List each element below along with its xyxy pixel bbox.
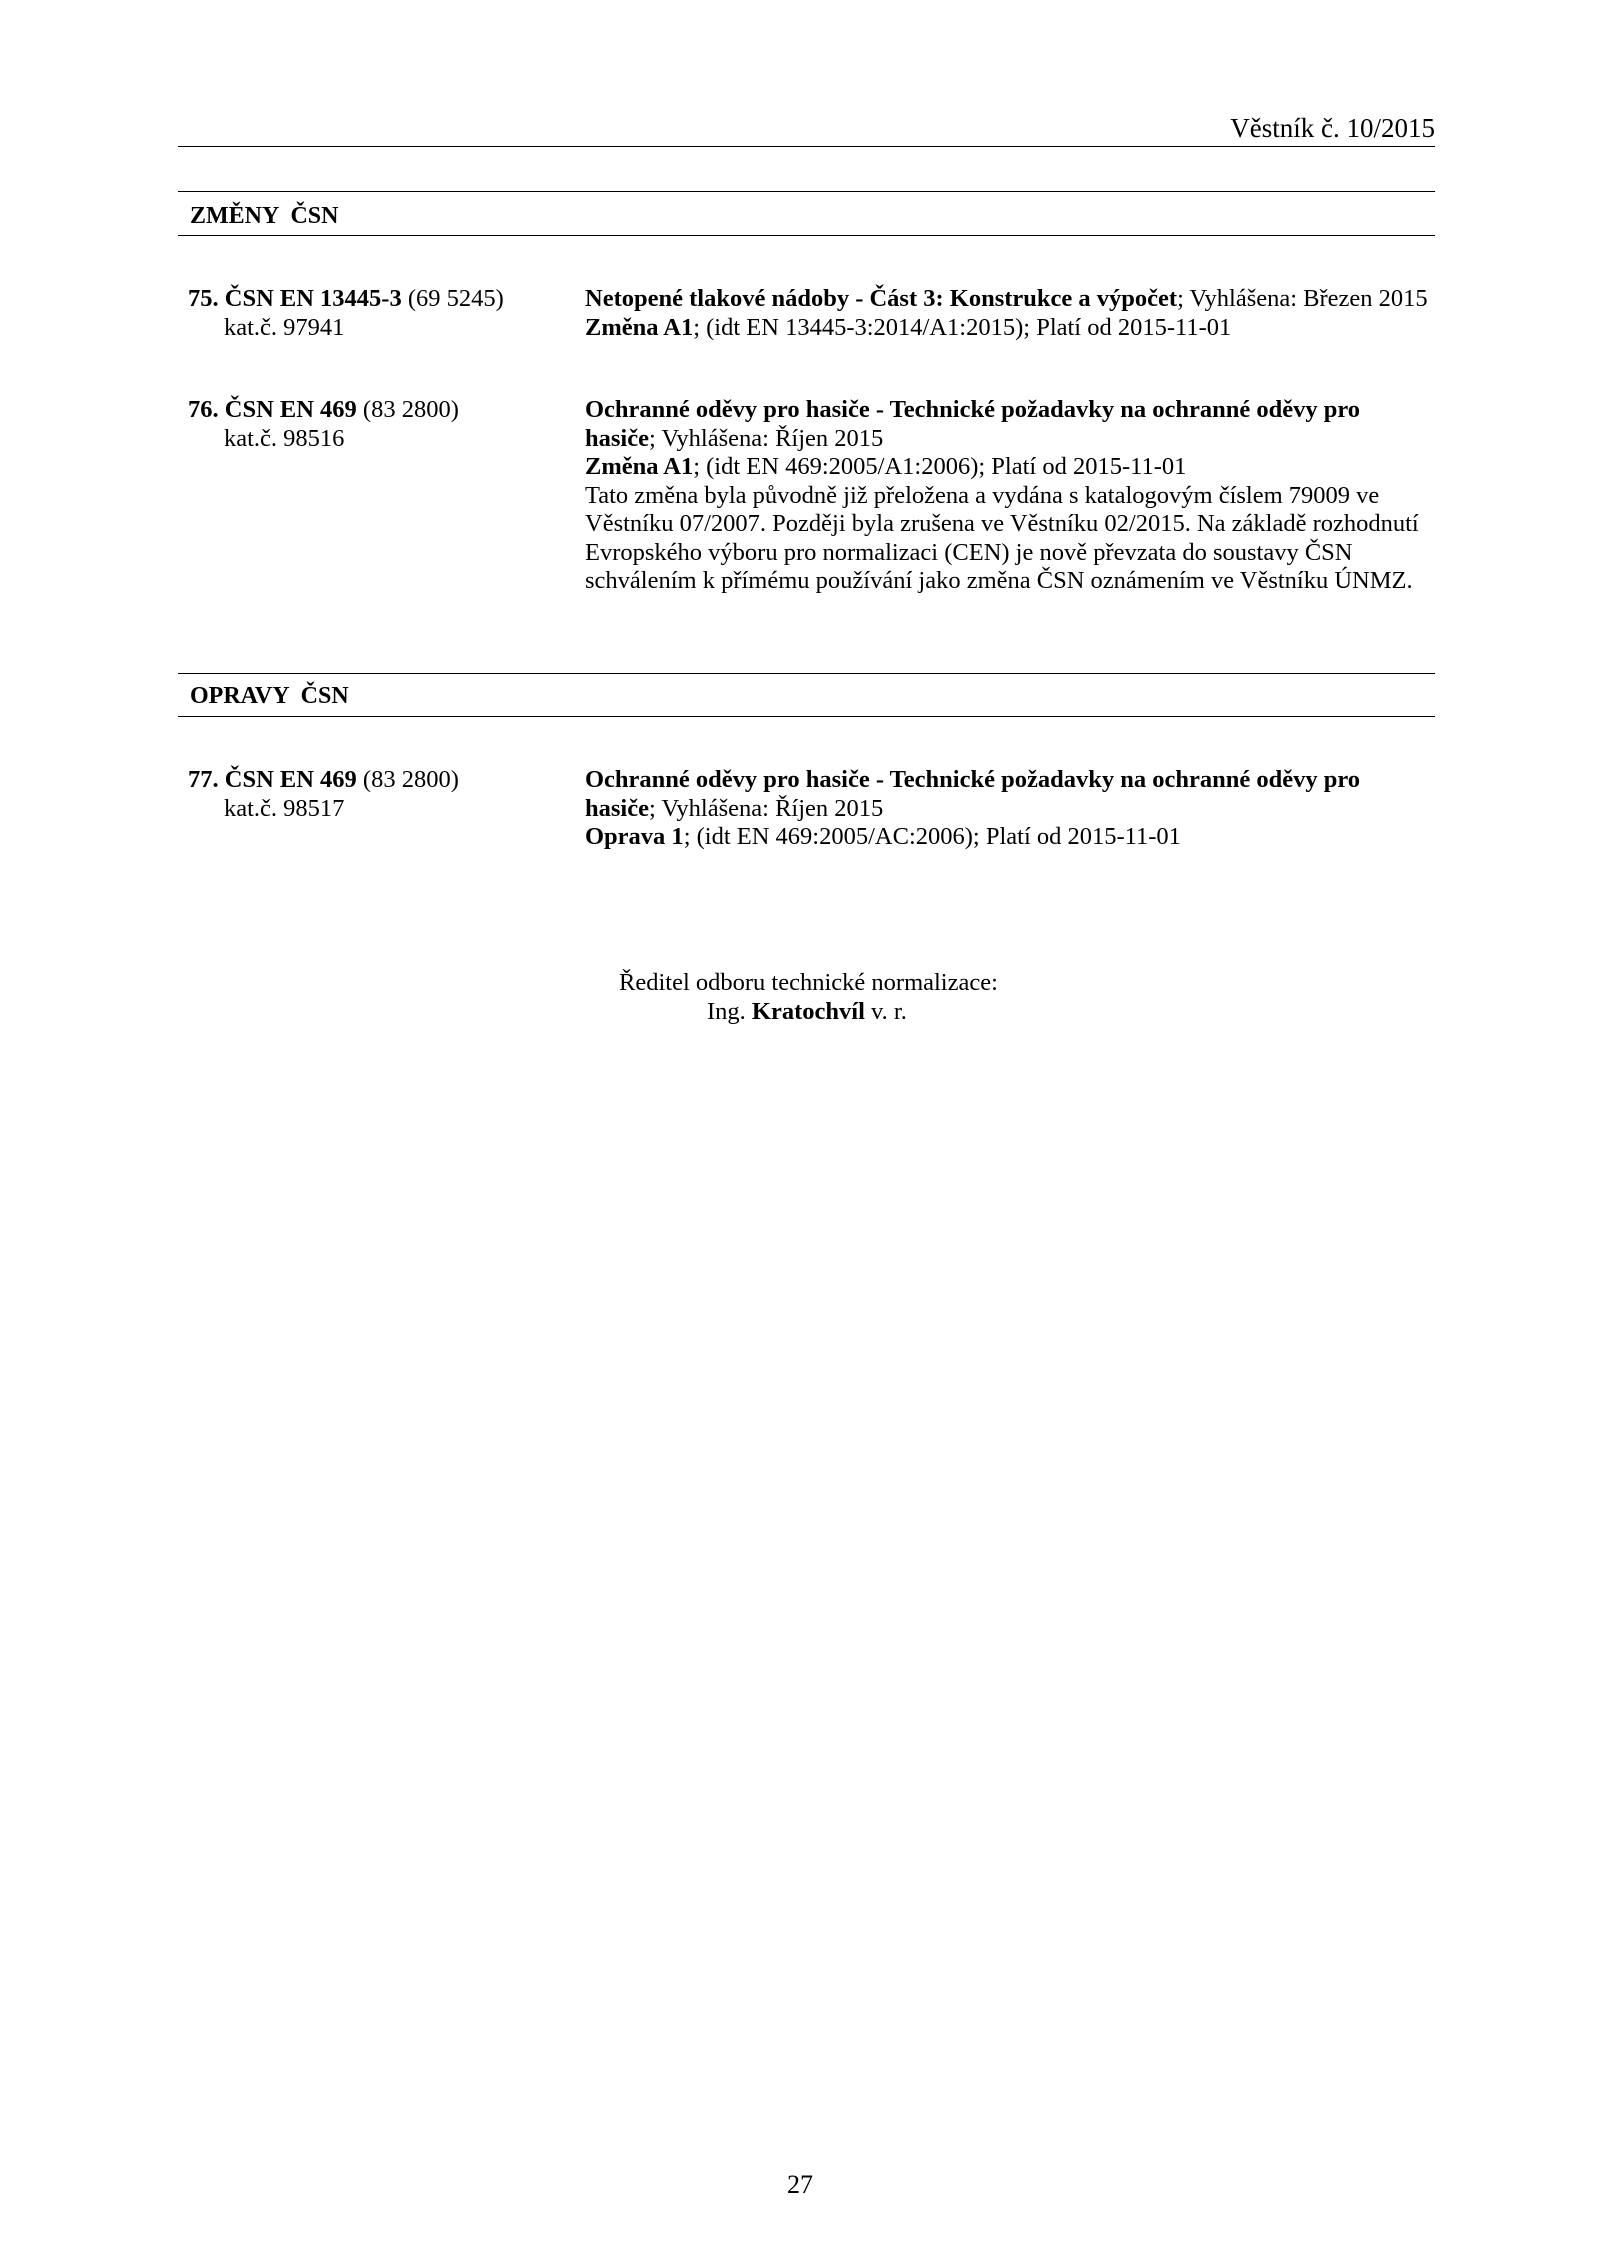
signatory-name: Kratochvíl bbox=[751, 998, 865, 1025]
standard-title: Ochranné oděvy pro hasiče - Technické požadavky na ochranné oděvy pro bbox=[585, 766, 1361, 793]
entry-identifier bbox=[188, 396, 568, 453]
classification-code: (69 5245) bbox=[407, 285, 504, 312]
signatory-suffix: v. r. bbox=[871, 998, 907, 1025]
signatory-title: Ing. bbox=[707, 998, 746, 1025]
section-rule-bottom bbox=[178, 235, 1435, 236]
note-line: schválením k přímému používání jako změna ČSN oznámením ve Věstníku ÚNMZ. bbox=[585, 567, 1413, 594]
entry-description bbox=[585, 285, 1445, 342]
standard-code: ČSN EN 469 bbox=[224, 766, 357, 793]
section-rule-top bbox=[178, 191, 1435, 192]
section-rule-top bbox=[178, 673, 1435, 674]
announcement-date: ; Vyhlášena: Březen 2015 bbox=[1177, 285, 1428, 312]
standard-title-continued: hasiče bbox=[585, 794, 649, 822]
standard-title: Netopené tlakové nádoby - Část 3: Konstrukce a výpočet bbox=[585, 285, 1178, 312]
section-title-corrections: OPRAVY ČSN bbox=[190, 683, 349, 709]
entry-number: 75. bbox=[188, 285, 219, 312]
entry-identifier bbox=[188, 766, 568, 823]
page-number: 27 bbox=[787, 2170, 813, 2199]
note-line: Tato změna byla původně již přeložena a vydána s katalogovým číslem 79009 ve bbox=[585, 481, 1380, 509]
classification-code: (83 2800) bbox=[362, 396, 459, 423]
change-detail: ; (idt EN 469:2005/A1:2006); Platí od 2015-11-01 bbox=[693, 453, 1187, 480]
standard-code: ČSN EN 469 bbox=[224, 396, 357, 423]
entry-number: 76. bbox=[188, 396, 219, 423]
correction-label: Oprava 1 bbox=[585, 823, 684, 850]
section-rule-bottom bbox=[178, 716, 1435, 717]
entry-description bbox=[585, 766, 1445, 852]
entry-description bbox=[585, 396, 1445, 596]
standard-title-continued: hasiče bbox=[585, 424, 649, 452]
running-header: Věstník č. 10/2015 bbox=[1230, 113, 1435, 143]
catalog-number: kat.č. 98517 bbox=[224, 794, 345, 822]
change-detail: ; (idt EN 13445-3:2014/A1:2015); Platí od 2015-11-01 bbox=[693, 313, 1232, 341]
correction-detail: ; (idt EN 469:2005/AC:2006); Platí od 2015-11-01 bbox=[683, 823, 1181, 850]
section-title-changes: ZMĚNY ČSN bbox=[190, 203, 339, 229]
entry-number: 77. bbox=[188, 766, 219, 793]
signature-block bbox=[619, 968, 998, 1026]
change-label: Změna A1 bbox=[585, 453, 694, 480]
entry-identifier bbox=[188, 285, 568, 342]
standard-code: ČSN EN 13445-3 bbox=[224, 285, 402, 312]
change-label: Změna A1 bbox=[585, 313, 694, 341]
signatory-role: Ředitel odboru technické normalizace: bbox=[619, 969, 998, 996]
announcement-date: ; Vyhlášena: Říjen 2015 bbox=[648, 424, 884, 452]
note-line: Evropského výboru pro normalizaci (CEN) je nově převzata do soustavy ČSN bbox=[585, 538, 1353, 566]
standard-title: Ochranné oděvy pro hasiče - Technické požadavky na ochranné oděvy pro bbox=[585, 396, 1361, 423]
note-line: Věstníku 07/2007. Později byla zrušena ve Věstníku 02/2015. Na základě rozhodnutí bbox=[585, 510, 1419, 537]
header-rule bbox=[178, 146, 1435, 147]
catalog-number: kat.č. 97941 bbox=[224, 313, 345, 341]
catalog-number: kat.č. 98516 bbox=[224, 424, 345, 452]
announcement-date: ; Vyhlášena: Říjen 2015 bbox=[648, 794, 884, 822]
classification-code: (83 2800) bbox=[362, 766, 459, 793]
